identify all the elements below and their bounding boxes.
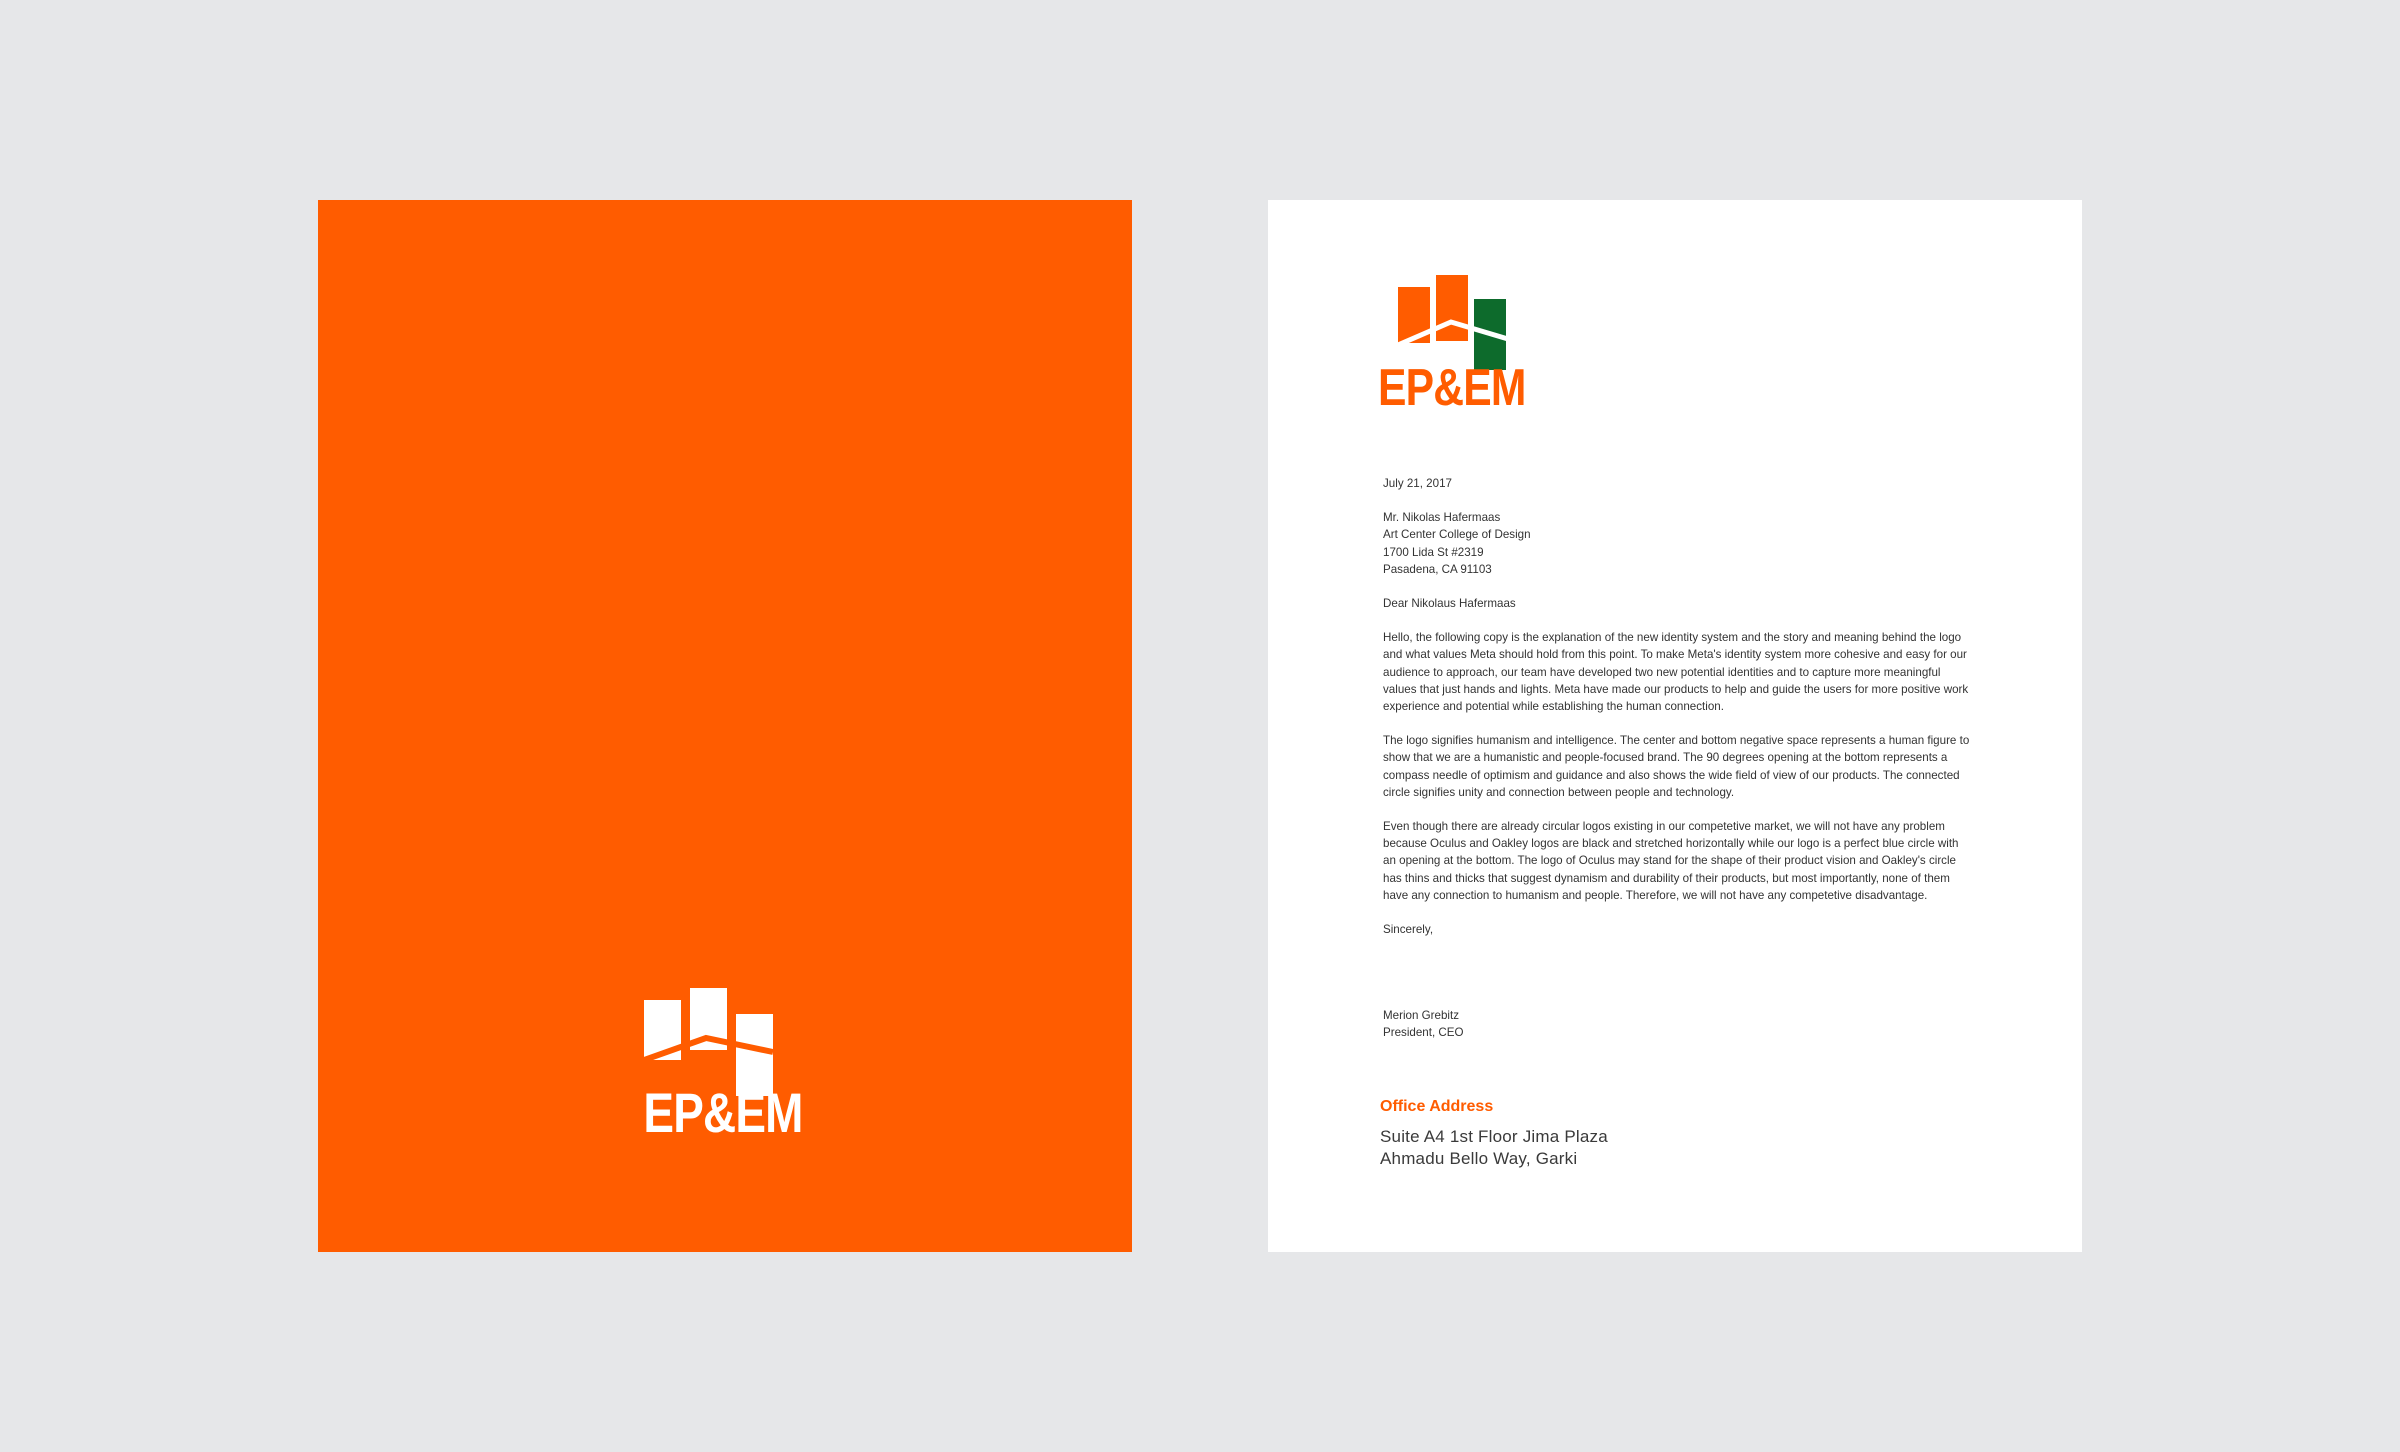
letterhead-wordmark: EP&EM xyxy=(1378,359,1526,417)
office-address-title: Office Address xyxy=(1380,1098,1494,1115)
office-address-line-1: Suite A4 1st Floor Jima Plaza xyxy=(1380,1127,1608,1146)
paragraph-3: Even though there are already circular logos existing in our competetive market, we will not have any problem because Oculus and Oakley logos are black and stretched horizontally while our logo is a perfect blue circle with an opening at the bottom. The logo of Oculus may stand for the shape of their product vision and Oakley's circle has thins and thicks that suggest dynamism and durability of their products, but most importantly, none of them have any connection to humanism and people. Therefore, we will not have any competetive disadvantage. xyxy=(1383,820,1959,902)
signer-name: Merion Grebitz xyxy=(1383,1009,1460,1023)
recipient-org: Art Center College of Design xyxy=(1383,528,1531,542)
folder-cover xyxy=(318,200,1132,1252)
office-address-line-2: Ahmadu Bello Way, Garki xyxy=(1380,1149,1578,1168)
signer-title: President, CEO xyxy=(1383,1026,1464,1040)
letter-date: July 21, 2017 xyxy=(1383,477,1452,490)
paragraph-2: The logo signifies humanism and intelligence. The center and bottom negative space represents a human figure to show that we are a humanistic and people-focused brand. The 90 degrees opening at the bottom represents a compass needle of optimism and guidance and also shows the wide field of view of our products. The connected circle signifies unity and connection between people and technology. xyxy=(1383,734,1970,799)
recipient-street: 1700 Lida St #2319 xyxy=(1383,545,1484,559)
salutation: Dear Nikolaus Hafermaas xyxy=(1383,597,1516,611)
office-address xyxy=(1380,1098,1608,1170)
letter-body xyxy=(1383,475,1973,1042)
recipient-city: Pasadena, CA 91103 xyxy=(1383,562,1492,576)
paragraph-1: Hello, the following copy is the explanation of the new identity system and the story and meaning behind the logo and what values Meta should hold from this point. To make Meta's identity system more cohesive and easy for our audience to approach, our team have developed two new potential identities and to capture more meaningful values that just hands and lights. Meta have made our products to help and guide the users for more positive work experience and potential while establishing the human connection. xyxy=(1383,631,1969,714)
cover-wordmark: EP&EM xyxy=(643,1081,803,1144)
recipient-name: Mr. Nikolas Hafermaas xyxy=(1383,511,1501,525)
building-logo-icon xyxy=(1398,275,1538,370)
letterhead-sheet xyxy=(1268,200,2082,1252)
closing: Sincerely, xyxy=(1383,923,1434,937)
